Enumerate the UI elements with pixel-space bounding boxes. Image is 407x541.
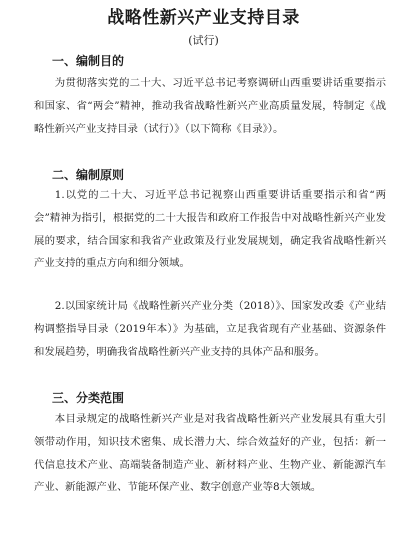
paragraph-scope: 本目录规定的战略性新兴产业是对我省战略性新兴产业发展具有重大引领带动作用，知识技术密集、成长潜力大、综合效益好的产业，包括：新一代信息技术产业、高端装备制造产业、新材料产业、生物产业、新能源汽车产业、新能源产业、节能环保产业、数字创意产业等8大领域。 <box>34 413 386 494</box>
document-title: 战略性新兴产业支持目录 <box>107 8 300 28</box>
section-heading-scope: 三、分类范围 <box>52 391 125 405</box>
section-heading-principles: 二、编制原则 <box>52 168 125 182</box>
section-heading-purpose: 一、编制目的 <box>52 54 125 68</box>
paragraph-purpose: 为贯彻落实党的二十大、习近平总书记考察调研山西重要讲话重要指示和国家、省“两会”精神，推动我省战略性新兴产业高质量发展，特制定《战略性新兴产业支持目录（试行）》（以下简称《目录》）。 <box>34 77 386 135</box>
paragraph-principle-2: 2.以国家统计局《战略性新兴产业分类（2018）》、国家发改委《产业结构调整指导目录（2019年本）》为基础，立足我省现有产业基础、资源条件和发展趋势，明确我省战略性新兴产业支持的具体产品和服务。 <box>34 300 386 358</box>
document-subtitle: (试行) <box>188 34 219 47</box>
paragraph-principle-1: 1.以党的二十大、习近平总书记视察山西重要讲话重要指示和省“两会”精神为指引，根据党的二十大报告和政府工作报告中对战略性新兴产业发展的要求，结合国家和我省产业政策及行业发展规划，确定我省战略性新兴产业支持的重点方向和细分领域。 <box>34 189 386 270</box>
